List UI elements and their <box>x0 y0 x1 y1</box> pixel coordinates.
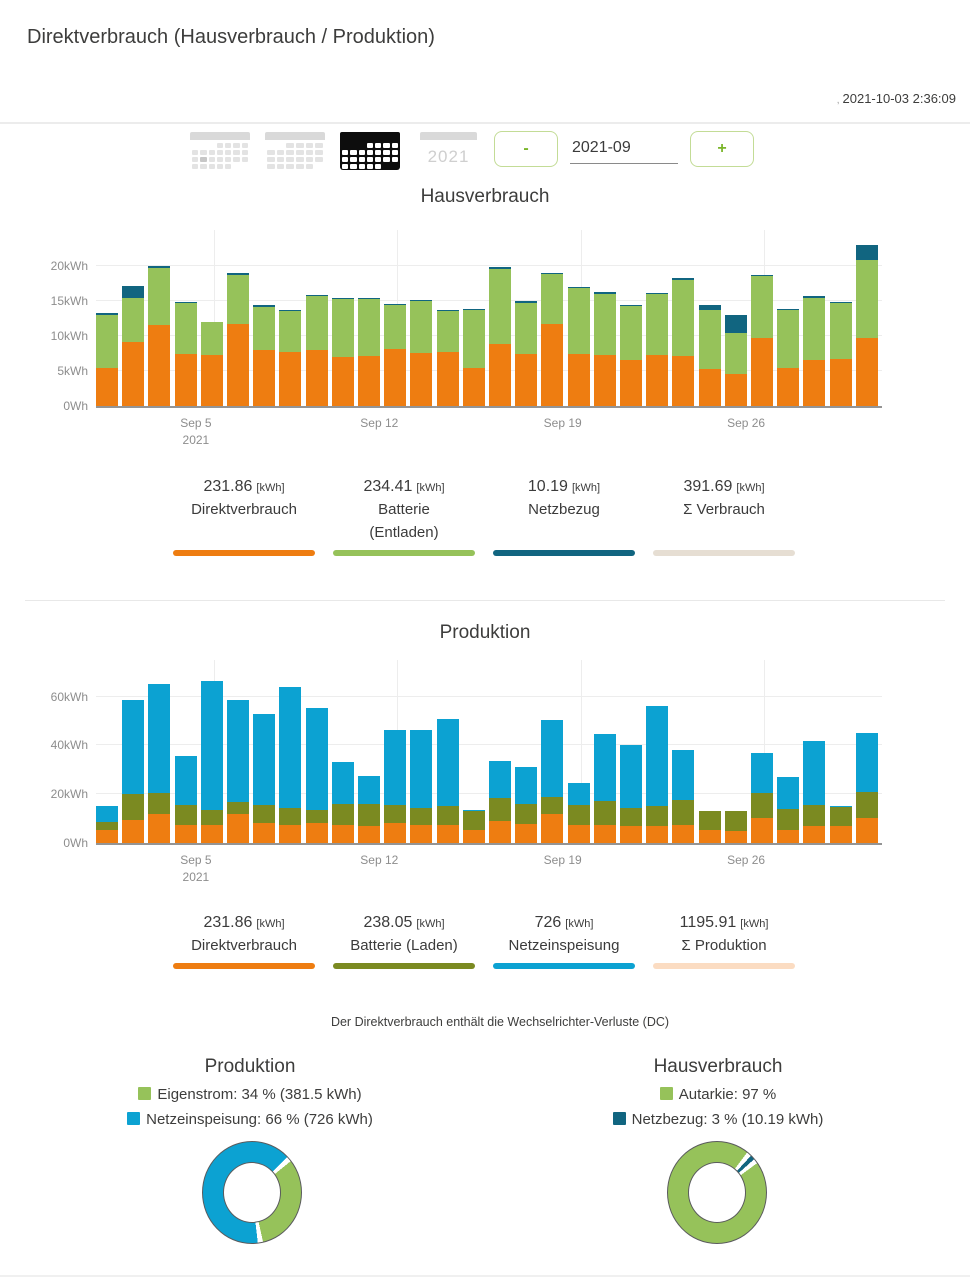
stat-label: Direktverbrauch <box>191 501 297 518</box>
bar-Sep 22[interactable] <box>646 706 668 843</box>
bar-segment <box>358 356 380 406</box>
bar-Sep 27[interactable] <box>777 309 799 406</box>
bar-segment <box>96 830 118 843</box>
bar-segment <box>699 369 721 406</box>
bar-segment <box>515 303 537 354</box>
bar-segment <box>175 303 197 354</box>
bar-segment <box>594 801 616 825</box>
bar-Sep 9[interactable] <box>306 708 328 843</box>
legend-netzbezug: Netzbezug: 3 % (10.19 kWh) <box>518 1111 918 1128</box>
y-axis-tick-label: 0Wh <box>63 399 88 413</box>
bar-Sep 21[interactable] <box>620 305 642 406</box>
bar-segment <box>122 700 144 794</box>
bar-Sep 3[interactable] <box>148 684 170 843</box>
bar-segment <box>96 368 118 406</box>
bar-Sep 14[interactable] <box>437 310 459 406</box>
bar-Sep 5[interactable] <box>201 681 223 843</box>
bar-segment <box>306 810 328 824</box>
bar-segment <box>437 806 459 825</box>
bar-segment <box>201 322 223 355</box>
stat-summe-verbrauch <box>653 478 795 560</box>
bar-Sep 13[interactable] <box>410 300 432 406</box>
bar-segment <box>227 802 249 814</box>
bar-segment <box>830 303 852 359</box>
bar-segment <box>410 730 432 808</box>
bar-Sep 7[interactable] <box>253 714 275 843</box>
bar-segment <box>646 355 668 406</box>
y-axis-tick-label: 60kWh <box>50 689 88 704</box>
stat-color-bar <box>653 550 795 556</box>
bar-segment <box>358 804 380 826</box>
inverter-loss-note: Der Direktverbrauch enthält die Wechselrichter-Verluste (DC) <box>330 1015 670 1029</box>
bar-Sep 25[interactable] <box>725 811 747 843</box>
bar-segment <box>803 805 825 826</box>
bar-Sep 11[interactable] <box>358 776 380 843</box>
bar-Sep 11[interactable] <box>358 298 380 406</box>
stat-label: Σ Produktion <box>681 937 767 954</box>
bar-segment <box>122 342 144 406</box>
timestamp-mark: , <box>836 95 840 106</box>
bar-segment <box>332 762 354 804</box>
eigenstrom-swatch-icon <box>138 1087 151 1100</box>
stat-color-bar <box>493 963 635 969</box>
legend-autarkie: Autarkie: 97 % <box>518 1086 918 1103</box>
stat-netzeinspeisung <box>493 914 635 996</box>
bar-Sep 26[interactable] <box>751 275 773 406</box>
bar-segment <box>358 299 380 356</box>
bar-Sep 20[interactable] <box>594 292 616 406</box>
bar-segment <box>437 352 459 406</box>
bar-segment <box>253 714 275 805</box>
bar-segment <box>148 814 170 843</box>
x-axis-tick-label: Sep 19 <box>543 853 582 867</box>
bar-Sep 9[interactable] <box>306 295 328 406</box>
bar-Sep 17[interactable] <box>515 767 537 843</box>
bar-Sep 8[interactable] <box>279 310 301 406</box>
bar-segment <box>122 286 144 298</box>
bar-Sep 12[interactable] <box>384 730 406 843</box>
stat-value: 1195.91 [kWh] <box>679 914 769 931</box>
bar-segment <box>803 826 825 843</box>
bar-segment <box>594 355 616 406</box>
bar-Sep 30[interactable] <box>856 245 878 406</box>
x-axis-tick-label: Sep 5 2021 <box>180 416 212 447</box>
bar-segment <box>96 315 118 368</box>
stat-direktverbrauch-prod <box>173 914 315 996</box>
bar-segment <box>279 311 301 352</box>
bar-Sep 13[interactable] <box>410 730 432 843</box>
bar-Sep 30[interactable] <box>856 733 878 844</box>
bar-Sep 23[interactable] <box>672 278 694 406</box>
bar-segment <box>830 359 852 406</box>
bar-segment <box>279 687 301 807</box>
period-input[interactable] <box>570 133 678 164</box>
section-divider <box>25 600 945 601</box>
bar-Sep 6[interactable] <box>227 700 249 843</box>
bar-segment <box>384 823 406 843</box>
bar-Sep 2[interactable] <box>122 700 144 843</box>
bar-segment <box>751 753 773 793</box>
bar-segment <box>568 783 590 805</box>
netzeinspeisung-swatch-icon <box>127 1112 140 1125</box>
bar-segment <box>777 777 799 810</box>
calendar-icon-header <box>190 132 250 140</box>
bar-segment <box>672 750 694 800</box>
stat-label: Direktverbrauch <box>191 937 297 954</box>
bar-segment <box>751 818 773 843</box>
stat-color-bar <box>333 963 475 969</box>
x-axis-tick-label: Sep 26 <box>727 416 766 430</box>
bar-segment <box>803 298 825 360</box>
produktion-chart-title: Produktion <box>439 622 531 643</box>
hausverbrauch-bar-chart <box>50 230 882 447</box>
bar-segment <box>725 315 747 332</box>
bar-segment <box>856 733 878 793</box>
bar-segment <box>725 831 747 843</box>
stat-label: Batterie <box>378 501 430 518</box>
bar-segment <box>358 776 380 804</box>
bar-segment <box>410 353 432 406</box>
bar-segment <box>122 820 144 843</box>
bar-segment <box>437 719 459 806</box>
bar-Sep 16[interactable] <box>489 761 511 843</box>
bar-segment <box>777 310 799 367</box>
bar-segment <box>620 745 642 808</box>
bar-segment <box>96 822 118 830</box>
header-divider <box>0 122 970 124</box>
bar-segment <box>646 706 668 806</box>
bar-segment <box>437 311 459 352</box>
bar-segment <box>410 808 432 825</box>
stat-summe-produktion <box>653 914 795 996</box>
calendar-icon-grid <box>340 142 400 170</box>
calendar-month-icon[interactable] <box>340 132 400 170</box>
y-axis-tick-label: 20kWh <box>50 787 88 802</box>
stat-batterie-entladen <box>333 478 475 560</box>
bar-segment <box>410 825 432 843</box>
bar-segment <box>541 324 563 406</box>
stat-value: 726 [kWh] <box>534 914 594 931</box>
stat-color-bar <box>333 550 475 556</box>
bar-segment <box>201 681 223 810</box>
bar-segment <box>856 818 878 843</box>
bar-segment <box>620 826 642 843</box>
bar-segment <box>568 825 590 843</box>
bar-segment <box>489 344 511 406</box>
bar-segment <box>620 808 642 826</box>
bar-segment <box>489 798 511 821</box>
bar-segment <box>777 368 799 406</box>
stat-direktverbrauch <box>173 478 315 560</box>
bar-Sep 22[interactable] <box>646 293 668 406</box>
bar-Sep 4[interactable] <box>175 302 197 406</box>
bar-segment <box>201 810 223 826</box>
bar-segment <box>122 794 144 820</box>
bar-segment <box>725 333 747 374</box>
calendar-icon-grid <box>265 142 325 170</box>
bar-segment <box>489 761 511 798</box>
bar-segment <box>384 805 406 823</box>
bar-Sep 15[interactable] <box>463 309 485 406</box>
stat-netzbezug <box>493 478 635 560</box>
bar-Sep 2[interactable] <box>122 286 144 406</box>
bar-segment <box>279 808 301 825</box>
bar-segment <box>96 806 118 821</box>
bar-segment <box>410 301 432 353</box>
netzbezug-swatch-icon <box>613 1112 626 1125</box>
bar-segment <box>227 275 249 324</box>
produktion-donut-chart <box>202 1141 302 1244</box>
x-axis-tick-label: Sep 19 <box>543 416 582 430</box>
bar-segment <box>148 325 170 406</box>
bar-segment <box>201 355 223 406</box>
bar-segment <box>672 825 694 843</box>
bar-segment <box>253 307 275 350</box>
previous-period-button[interactable]: - <box>494 131 558 167</box>
bar-segment <box>541 720 563 797</box>
bar-segment <box>646 806 668 826</box>
bar-segment <box>515 824 537 843</box>
bar-segment <box>332 357 354 406</box>
bar-segment <box>148 268 170 325</box>
stat-color-bar <box>173 550 315 556</box>
bar-segment <box>463 830 485 843</box>
bar-segment <box>253 350 275 406</box>
bar-Sep 10[interactable] <box>332 298 354 406</box>
produktion-donut-heading: Produktion <box>204 1056 296 1077</box>
bar-Sep 5[interactable] <box>201 322 223 406</box>
bar-segment <box>515 804 537 824</box>
bar-segment <box>568 354 590 406</box>
bar-segment <box>175 756 197 805</box>
bar-Sep 25[interactable] <box>725 315 747 406</box>
calendar-icon-header <box>265 132 325 140</box>
x-axis-tick-label: Sep 12 <box>360 853 399 867</box>
bar-segment <box>751 793 773 818</box>
calendar-icon-header <box>340 132 400 140</box>
bar-Sep 27[interactable] <box>777 777 799 843</box>
y-axis-tick-label: 40kWh <box>50 738 88 753</box>
stat-label: Batterie (Laden) <box>350 937 458 954</box>
bar-segment <box>358 826 380 843</box>
x-axis-tick-label: Sep 26 <box>727 853 766 867</box>
x-axis-tick-label: Sep 5 2021 <box>180 853 212 884</box>
bar-segment <box>437 825 459 843</box>
bar-Sep 15[interactable] <box>463 810 485 843</box>
stat-color-bar <box>493 550 635 556</box>
stat-value: 231.86 [kWh] <box>203 478 285 495</box>
bar-segment <box>227 814 249 843</box>
bar-segment <box>175 805 197 825</box>
bar-Sep 24[interactable] <box>699 811 721 843</box>
bar-segment <box>699 811 721 830</box>
stat-label: Netzeinspeisung <box>508 937 620 954</box>
bar-segment <box>751 276 773 337</box>
hausverbrauch-donut-chart <box>667 1141 767 1244</box>
bar-segment <box>777 830 799 843</box>
calendar-day-icon[interactable] <box>190 132 250 170</box>
x-axis-tick-label: Sep 12 <box>360 416 399 430</box>
page-title: Direktverbrauch (Hausverbrauch / Produktion) <box>27 26 435 48</box>
bar-Sep 6[interactable] <box>227 273 249 406</box>
bar-segment <box>672 280 694 357</box>
stat-label: Σ Verbrauch <box>683 501 765 518</box>
bar-Sep 18[interactable] <box>541 273 563 406</box>
stat-label: Netzbezug <box>528 501 600 518</box>
bar-segment <box>541 797 563 814</box>
bar-segment <box>830 826 852 843</box>
bar-segment <box>227 700 249 802</box>
bar-Sep 28[interactable] <box>803 741 825 843</box>
bar-Sep 21[interactable] <box>620 745 642 843</box>
y-axis-tick-label: 20kWh <box>50 259 88 274</box>
bar-Sep 26[interactable] <box>751 753 773 843</box>
bar-segment <box>751 338 773 406</box>
bar-segment <box>122 298 144 342</box>
bar-segment <box>148 793 170 814</box>
stat-value: 234.41 [kWh] <box>363 478 445 495</box>
bar-segment <box>227 324 249 406</box>
bar-Sep 10[interactable] <box>332 762 354 843</box>
bar-segment <box>541 814 563 843</box>
bar-segment <box>594 734 616 801</box>
bar-segment <box>646 826 668 843</box>
bar-Sep 8[interactable] <box>279 687 301 843</box>
y-axis-tick-label: 10kWh <box>50 329 88 344</box>
bar-segment <box>279 352 301 406</box>
bar-Sep 14[interactable] <box>437 719 459 843</box>
calendar-year-icon[interactable] <box>420 132 477 170</box>
bar-segment <box>515 354 537 406</box>
bar-segment <box>646 294 668 355</box>
bar-segment <box>489 269 511 344</box>
calendar-year-label: 2021 <box>427 147 470 166</box>
produktion-bar-chart <box>50 660 882 884</box>
y-axis-tick-label: 15kWh <box>50 294 88 309</box>
bar-segment <box>175 354 197 406</box>
bar-Sep 1[interactable] <box>96 806 118 843</box>
bar-Sep 19[interactable] <box>568 783 590 843</box>
bar-segment <box>568 805 590 825</box>
bar-segment <box>568 288 590 354</box>
bar-segment <box>306 296 328 350</box>
bar-Sep 16[interactable] <box>489 267 511 406</box>
legend-eigenstrom: Eigenstrom: 34 % (381.5 kWh) <box>50 1086 450 1103</box>
bar-segment <box>332 804 354 825</box>
bar-segment <box>463 811 485 830</box>
calendar-year-header <box>420 132 477 140</box>
stat-value: 238.05 [kWh] <box>363 914 445 931</box>
bar-segment <box>725 374 747 406</box>
stat-value: 231.86 [kWh] <box>203 914 285 931</box>
bar-segment <box>803 741 825 805</box>
bar-segment <box>515 767 537 805</box>
bar-segment <box>279 825 301 843</box>
bar-segment <box>777 809 799 829</box>
bar-segment <box>856 260 878 338</box>
bar-segment <box>541 274 563 324</box>
bar-Sep 19[interactable] <box>568 287 590 406</box>
stat-value: 391.69 [kWh] <box>683 478 765 495</box>
y-axis-tick-label: 0Wh <box>63 836 88 850</box>
bar-segment <box>672 800 694 826</box>
bar-segment <box>463 368 485 406</box>
bar-Sep 23[interactable] <box>672 750 694 843</box>
bar-segment <box>672 356 694 406</box>
stat-color-bar <box>653 963 795 969</box>
bar-segment <box>856 338 878 406</box>
bar-segment <box>803 360 825 406</box>
bar-segment <box>830 807 852 827</box>
bar-Sep 17[interactable] <box>515 301 537 406</box>
bar-segment <box>594 294 616 355</box>
bar-Sep 4[interactable] <box>175 756 197 843</box>
bar-Sep 29[interactable] <box>830 302 852 406</box>
bar-segment <box>856 245 878 260</box>
bar-segment <box>620 306 642 360</box>
bar-segment <box>148 684 170 793</box>
bar-segment <box>332 825 354 843</box>
stat-color-bar <box>173 963 315 969</box>
last-update-timestamp: , 2021-10-03 2:36:09 <box>836 91 956 106</box>
bar-segment <box>463 310 485 368</box>
bar-segment <box>725 811 747 831</box>
stat-label-line2: (Entladen) <box>369 524 439 541</box>
bar-Sep 20[interactable] <box>594 734 616 843</box>
bar-segment <box>620 360 642 406</box>
calendar-icon-grid <box>190 142 250 170</box>
bar-segment <box>384 305 406 350</box>
bar-segment <box>306 823 328 843</box>
calendar-week-icon[interactable] <box>265 132 325 170</box>
bar-Sep 18[interactable] <box>541 720 563 843</box>
bar-segment <box>253 823 275 843</box>
bar-segment <box>856 792 878 818</box>
stat-batterie-laden <box>333 914 475 996</box>
bar-segment <box>175 825 197 843</box>
bar-segment <box>699 310 721 369</box>
bar-segment <box>594 825 616 843</box>
bar-Sep 29[interactable] <box>830 806 852 843</box>
legend-netzeinspeisung: Netzeinspeisung: 66 % (726 kWh) <box>50 1111 450 1128</box>
stat-value: 10.19 [kWh] <box>527 478 601 495</box>
y-axis-tick-label: 5kWh <box>57 364 88 379</box>
bar-segment <box>489 821 511 843</box>
bar-segment <box>253 805 275 823</box>
bar-segment <box>306 708 328 810</box>
bar-Sep 7[interactable] <box>253 305 275 406</box>
hausverbrauch-chart-title: Hausverbrauch <box>420 186 550 207</box>
bar-segment <box>384 349 406 406</box>
bar-Sep 3[interactable] <box>148 266 170 406</box>
bar-Sep 12[interactable] <box>384 304 406 406</box>
autarkie-swatch-icon <box>660 1087 673 1100</box>
bar-segment <box>201 825 223 843</box>
bar-segment <box>306 350 328 406</box>
bar-segment <box>699 830 721 843</box>
hausverbrauch-donut-heading: Hausverbrauch <box>653 1056 783 1077</box>
next-period-button[interactable]: + <box>690 131 754 167</box>
bar-Sep 28[interactable] <box>803 296 825 406</box>
bar-Sep 24[interactable] <box>699 305 721 406</box>
bar-segment <box>332 299 354 357</box>
bar-segment <box>384 730 406 805</box>
bar-Sep 1[interactable] <box>96 313 118 406</box>
